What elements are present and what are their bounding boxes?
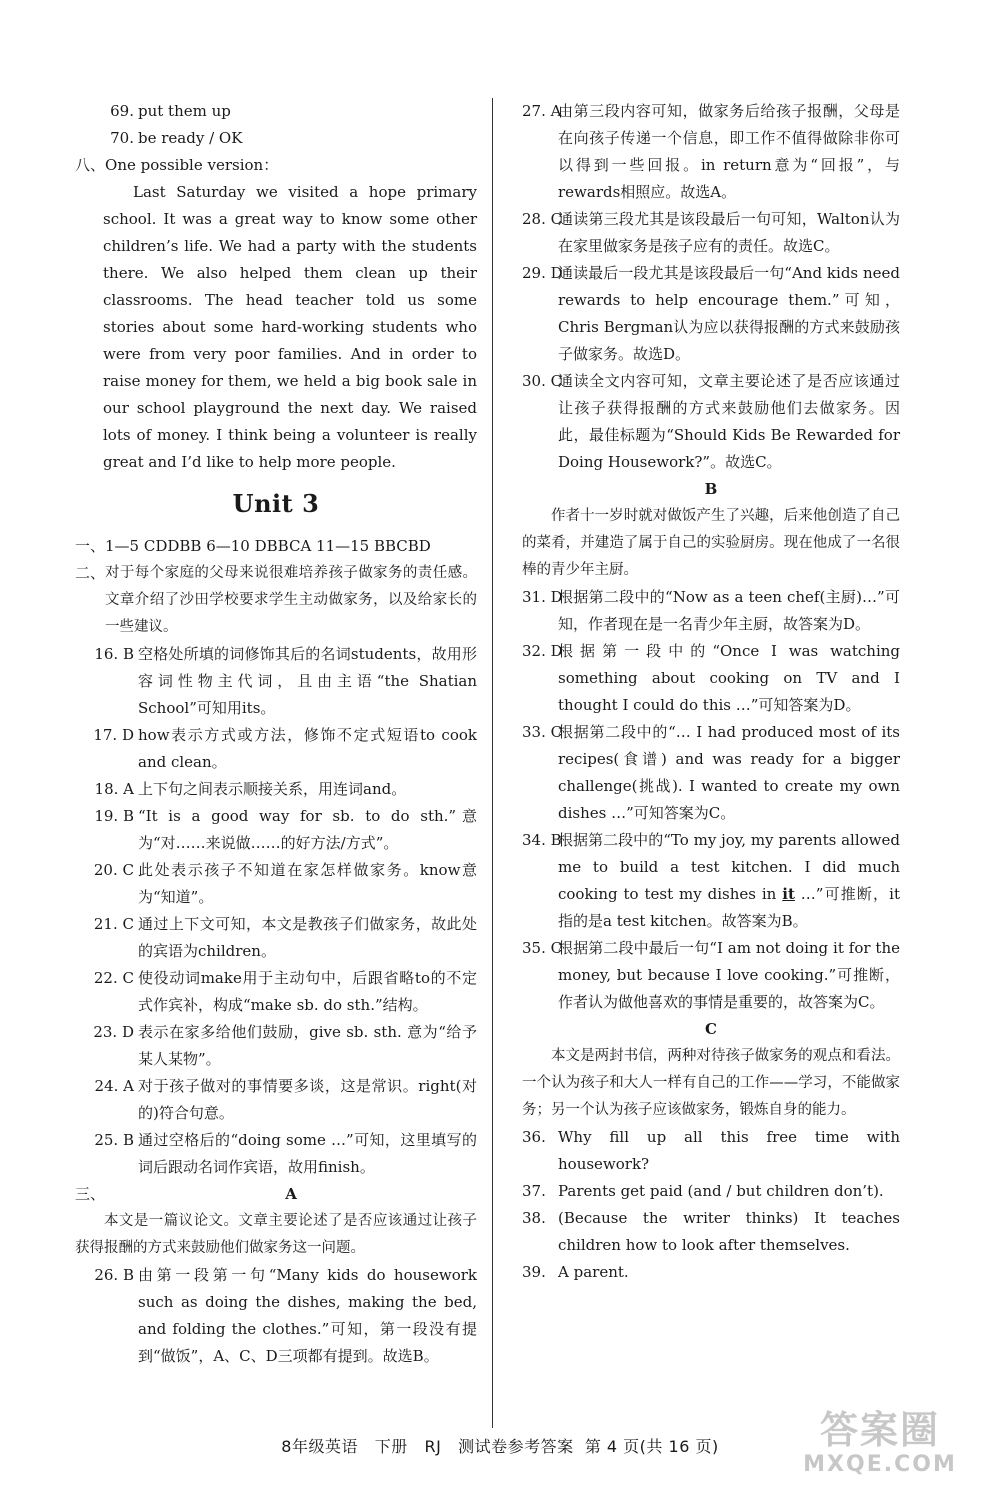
item-text: be ready / OK <box>138 129 243 147</box>
item-number: 69. <box>110 102 134 120</box>
item-number: 19. B <box>94 807 134 825</box>
answer-item <box>75 911 477 965</box>
item-text: “It is a good way for sb. to do sth.”意为“对……来说做……的好方法/方式”。 <box>138 807 477 852</box>
column-divider <box>492 98 493 1428</box>
item-number: 18. A <box>94 780 134 798</box>
summary-text: 本文是一篇议论文。文章主要论述了是否应该通过让孩子获得报酬的方式来鼓励他们做家务这一问题。 <box>75 1213 477 1256</box>
item-number: 24. A <box>94 1077 134 1095</box>
answer-item <box>75 125 477 152</box>
summary-text: 作者十一岁时就对做饭产生了兴趣，后来他创造了自己的菜肴，并建造了属于自己的实验厨房。现在他成了一名很棒的青少年主厨。 <box>522 508 900 578</box>
item-text: 根据第二段中最后一句“I am not doing it for the money, but because I love cooking.”可推断，作者认为做他喜欢的事情是重要的，故答案为C。 <box>558 939 900 1011</box>
item-text-part: 根据第二段中的“To my joy, my parents allowed me to build a test kitchen. I did much cooking to test my dishes in <box>558 831 900 903</box>
item-text <box>558 827 900 935</box>
item-text: 使役动词make用于主动句中，后跟省略to的不定式作宾补，构成“make sb. do sth.”结构。 <box>138 969 477 1014</box>
answer-item <box>522 1124 900 1178</box>
item-text: 根据第二段中的“… I had produced most of its recipes(食谱) and was ready for a bigger challenge(挑战). I wanted to create my own dishes …”可知答案为C。 <box>558 723 900 822</box>
item-text: put them up <box>138 102 231 120</box>
passage-title: A <box>285 1185 297 1203</box>
item-number: 39. <box>522 1263 546 1281</box>
item-number: 37. <box>522 1182 546 1200</box>
unit-title: Unit 3 <box>232 489 320 518</box>
item-number: 34. B <box>522 831 562 849</box>
essay-text: Last Saturday we visited a hope primary school. It was a great way to know some other children’s life. We had a party with the students there. We also helped them clean up their classrooms. The head teacher told us some stories about some hard-working students who were from very poor families. And in order to raise money for them, we held a big book sale in our school playground the next day. We raised lots of money. I think being a volunteer is really great and I’d like to help more people. <box>103 183 477 471</box>
item-number: 22. C <box>93 969 134 987</box>
answer-item <box>522 98 900 206</box>
item-text: 由第一段第一句“Many kids do housework such as doing the dishes, making the bed, and folding the clothes.”可知，第一段没有提到“做饭”，A、C、D三项都有提到。故选B。 <box>138 1266 477 1365</box>
item-number: 30. C <box>522 372 563 390</box>
item-number: 31. D <box>522 588 563 606</box>
item-number: 16. B <box>94 645 134 663</box>
section-label: 二、 <box>75 564 106 582</box>
footer-volume: 下册 <box>374 1437 408 1456</box>
answer-item <box>522 584 900 638</box>
emphasized-word: it <box>782 885 795 903</box>
item-text: Parents get paid (and / but children don’t). <box>558 1182 884 1200</box>
item-text: how表示方式或方法，修饰不定式短语to cook and clean。 <box>138 726 477 771</box>
answer-item <box>75 1127 477 1181</box>
answer-item <box>75 1262 477 1370</box>
item-number: 28. C <box>522 210 563 228</box>
item-number: 17. D <box>93 726 134 744</box>
answer-item <box>522 1205 900 1259</box>
answer-item <box>522 368 900 476</box>
answer-item <box>75 1019 477 1073</box>
footer-page-number: 第 4 页(共 16 页) <box>584 1437 719 1456</box>
item-number: 38. <box>522 1209 546 1227</box>
item-text: 通过上下文可知，本文是教孩子们做家务，故此处的宾语为children。 <box>138 915 477 960</box>
section-8-header <box>75 152 477 179</box>
footer-grade: 8年级英语 <box>281 1437 358 1456</box>
section-label: 八、 <box>75 156 106 174</box>
answer-item <box>522 260 900 368</box>
answer-item <box>522 638 900 719</box>
answer-item <box>75 98 477 125</box>
right-column <box>522 98 900 1286</box>
item-text: 此处表示孩子不知道在家怎样做家务。know意为“知道”。 <box>138 861 477 906</box>
item-text: (Because the writer thinks) It teaches children how to look after themselves. <box>558 1209 900 1254</box>
item-text: 通读第三段尤其是该段最后一句可知，Walton认为在家里做家务是孩子应有的责任。故选C。 <box>558 210 900 255</box>
item-number: 33. C <box>522 723 563 741</box>
summary-text: 对于每个家庭的父母来说很难培养孩子做家务的责任感。文章介绍了沙田学校要求学生主动做家务，以及给家长的一些建议。 <box>105 565 477 635</box>
item-number: 20. C <box>93 861 134 879</box>
item-number: 36. <box>522 1128 546 1146</box>
item-text: 通读最后一段尤其是该段最后一句“And kids need rewards to help encourage them.”可知，Chris Bergman认为应以获得报酬的方式来鼓励孩子做家务。故选D。 <box>558 264 900 363</box>
section-label: 一、 <box>75 537 106 555</box>
answer-item <box>75 641 477 722</box>
item-text: 通读全文内容可知，文章主要论述了是否应该通过让孩子获得报酬的方式来鼓励他们去做家务。因此，最佳标题为“Should Kids Be Rewarded for Doing Housework?”。故选C。 <box>558 372 900 471</box>
left-column <box>75 98 477 1370</box>
item-number: 25. B <box>94 1131 134 1149</box>
answer-item <box>75 857 477 911</box>
answer-item <box>522 1178 900 1205</box>
section-3-header <box>75 1181 477 1208</box>
item-text: 根据第一段中的“Once I was watching something about cooking on TV and I thought I could do this …”可知答案为D。 <box>558 642 900 714</box>
section-2-summary <box>75 560 477 641</box>
item-text: 根据第二段中的“Now as a teen chef(主厨)…”可知，作者现在是一名青少年主厨，故答案为D。 <box>558 588 900 633</box>
item-number: 70. <box>110 129 134 147</box>
item-number: 27. A <box>522 102 562 120</box>
answer-item <box>522 206 900 260</box>
summary-text: 本文是两封书信，两种对待孩子做家务的观点和看法。一个认为孩子和大人一样有自己的工作——学习，不能做家务；另一个认为孩子应该做家务，锻炼自身的能力。 <box>522 1048 900 1118</box>
item-text: 空格处所填的词修饰其后的名词students，故用形容词性物主代词，且由主语“the Shatian School”可知用its。 <box>138 645 477 717</box>
item-number: 26. B <box>94 1266 134 1284</box>
answer-item <box>75 965 477 1019</box>
item-text: Why fill up all this free time with housework? <box>558 1128 900 1173</box>
answer-item <box>75 776 477 803</box>
item-text: A parent. <box>558 1263 629 1281</box>
watermark-logo <box>780 1408 980 1486</box>
answer-item <box>522 719 900 827</box>
passage-title: C <box>705 1020 717 1038</box>
item-number: 23. D <box>93 1023 134 1041</box>
item-number: 32. D <box>522 642 563 660</box>
answer-item <box>522 1259 900 1286</box>
answer-item <box>75 803 477 857</box>
watermark-main-text: 答案圈 <box>819 1408 940 1452</box>
answer-item <box>75 722 477 776</box>
item-text: 对于孩子做对的事情要多谈，这是常识。right(对的)符合句意。 <box>138 1077 477 1122</box>
item-number: 21. C <box>93 915 134 933</box>
item-text: 通过空格后的“doing some …”可知，这里填写的词后跟动名词作宾语，故用finish。 <box>138 1131 477 1176</box>
answer-item <box>522 935 900 1016</box>
footer-edition: RJ <box>424 1437 442 1456</box>
item-text-part: …”可推断，it指的是a test kitchen。故答案为B。 <box>558 885 900 930</box>
footer-doc-title: 测试卷参考答案 <box>458 1437 574 1456</box>
item-number: 29. D <box>522 264 563 282</box>
answer-item <box>75 1073 477 1127</box>
passage-title: B <box>704 480 718 498</box>
answer-item <box>522 827 900 935</box>
answer-key: 1—5 CDDBB 6—10 DBBCA 11—15 BBCBD <box>105 537 431 555</box>
item-text: 上下句之间表示顺接关系，用连词and。 <box>138 780 407 798</box>
item-text: 表示在家多给他们鼓励，give sb. sth. 意为“给予某人某物”。 <box>138 1023 477 1068</box>
section-1-answers <box>75 533 477 560</box>
item-text: 由第三段内容可知，做家务后给孩子报酬，父母是在向孩子传递一个信息，即工作不值得做除非你可以得到一些回报。in return意为“回报”，与rewards相照应。故选A。 <box>558 102 900 201</box>
item-number: 35. C <box>522 939 563 957</box>
watermark-url: MXQE.COM <box>803 1452 957 1477</box>
section-label: 三、 <box>75 1185 106 1203</box>
section-intro: One possible version： <box>105 156 279 174</box>
